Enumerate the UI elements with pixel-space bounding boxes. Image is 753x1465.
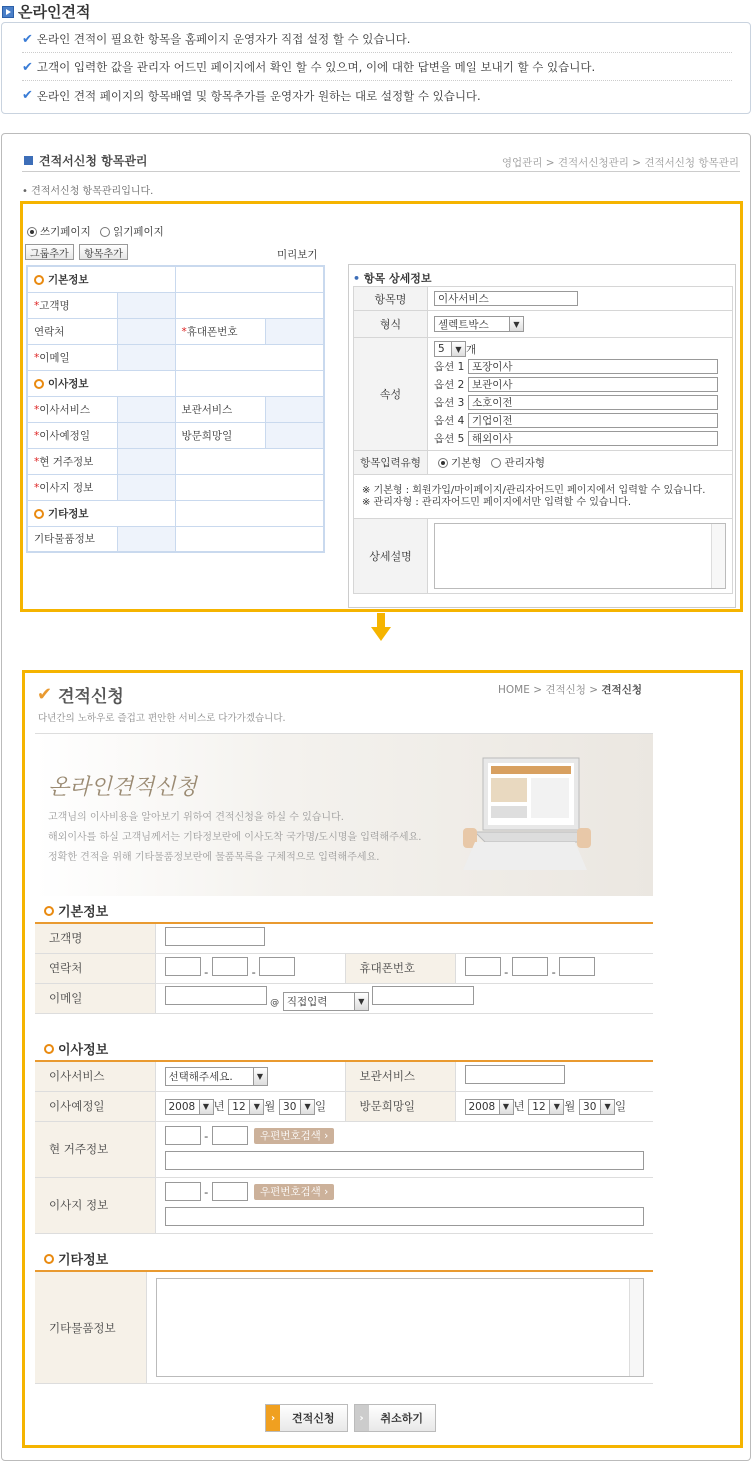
mobile-input-1[interactable] [465,957,501,976]
item-storage[interactable]: 보관서비스 [175,396,265,422]
group-basic[interactable]: 기본정보 [27,266,175,292]
move-month-select[interactable]: 12 ▼ [228,1099,264,1115]
etc-info-table [35,1270,653,1384]
chevron-right-icon: › [266,1405,280,1431]
admin-section-title: 견적서신청 항목관리 [24,152,148,169]
current-zip-2[interactable] [212,1126,248,1145]
option-row: 옵션 2 보관이사 [434,375,726,393]
storage-input[interactable] [465,1065,565,1084]
banner-title: 온라인견적신청 [48,775,197,800]
label-visit-date: 방문희망일 [345,1091,455,1121]
form-buttons [265,1404,436,1432]
table-row: 연락처 - - 휴대폰번호 - - [35,953,653,983]
label-type: 형식 [354,311,428,338]
scrollbar[interactable] [629,1279,643,1376]
basic-info-table [35,922,653,1014]
submit-button[interactable]: › 견적신청 [265,1404,348,1432]
table-row [27,422,324,448]
check-icon: ✔ [22,59,33,75]
table-row [35,1061,653,1091]
group-row [27,370,324,396]
table-row [35,923,653,953]
circle-bullet-icon [34,509,44,519]
detail-table [353,286,733,594]
option-input[interactable]: 보관이사 [468,377,718,392]
label-dest: 이사지 정보 [35,1177,155,1233]
intro-item: ✔ 온라인 견적이 필요한 항목을 홈페이지 운영자가 직접 설정 할 수 있습니다. [22,26,732,53]
option-input[interactable]: 소호이전 [468,395,718,410]
desc-textarea[interactable] [434,523,726,589]
mobile-input-3[interactable] [559,957,595,976]
table-row [27,318,324,344]
label-move-date: 이사예정일 [35,1091,155,1121]
item-mobile[interactable]: *휴대폰번호 [175,318,265,344]
mode-radios: 쓰기페이지 읽기페이지 [27,224,164,239]
intro-item: ✔ 고객이 입력한 값을 관리자 어드민 페이지에서 확인 할 수 있으며, 이에 대한 답변을 메일 보내기 할 수 있습니다. [22,54,732,81]
label-storage: 보관서비스 [345,1061,455,1091]
option-row: 옵션 4 기업이전 [434,411,726,429]
table-row [27,396,324,422]
intro-box [1,22,751,114]
circle-bullet-icon [44,1044,54,1054]
item-add-button[interactable]: 항목추가 [79,244,128,260]
table-row: 속성 5 ▼ 개 옵션 1 포장이사 옵션 2 보관이사 옵션 3 소호이전 옵션 4 기업이전 옵션 5 해외이사 [354,338,733,451]
table-row: 항목입력유형 기본형 관리자형 [354,451,733,475]
chevron-down-icon: ▼ [509,317,523,331]
label-email: 이메일 [35,983,155,1013]
type-select[interactable]: 셀렉트박스 ▼ [434,316,524,332]
item-contact[interactable]: 연락처 [27,318,117,344]
table-row [27,474,324,500]
count-select[interactable]: 5 ▼ [434,341,466,357]
detail-title: • 항목 상세정보 [353,272,432,285]
phone-input-2[interactable] [212,957,248,976]
group-etc[interactable]: 기타정보 [27,500,175,526]
chevron-down-icon: ▼ [354,993,368,1010]
zip-search-button[interactable]: 우편번호검색 › [254,1128,334,1144]
item-dest[interactable]: *이사지 정보 [27,474,117,500]
chevron-down-icon: ▼ [451,342,465,356]
group-move[interactable]: 이사정보 [27,370,175,396]
person-laptop-image [455,750,595,870]
table-row [27,292,324,318]
label-mobile: 휴대폰번호 [345,953,455,983]
banner-text: 고객님의 이사비용을 알아보기 위하여 견적신청을 하실 수 있습니다. [48,812,344,823]
section-icon [24,156,33,165]
option-input[interactable]: 기업이전 [468,413,718,428]
arrow-down-icon [371,613,391,643]
table-row [27,448,324,474]
intro-item: ✔ 온라인 견적 페이지의 항목배열 및 항목추가를 운영자가 원하는 대로 설정할 수 있습니다. [22,88,481,103]
option-row: 옵션 5 해외이사 [434,429,726,447]
name-input[interactable] [165,927,265,946]
label-current: 현 거주정보 [35,1121,155,1177]
label-name: 고객명 [35,923,155,953]
table-row [354,311,733,338]
move-info-table [35,1060,653,1234]
chevron-right-icon: › [355,1405,369,1431]
etc-textarea[interactable] [156,1278,644,1377]
option-row: 옵션 1 포장이사 [434,357,726,375]
visit-day-select[interactable]: 30 ▼ [579,1099,615,1115]
label-item-name: 항목명 [354,287,428,311]
email-domain-select[interactable]: 직접입력 ▼ [283,992,369,1011]
table-row: 이사예정일 2008 ▼ 년 12 ▼ 월 30 ▼ 일 방문희망일 2008 ▼ 년 12 ▼ 월 30 ▼ 일 [35,1091,653,1121]
service-select[interactable]: 선택해주세요. ▼ [165,1067,268,1086]
item-name-input[interactable]: 이사서비스 [434,291,578,306]
admin-desc: • 견적서신청 항목관리입니다. [22,186,154,197]
group-row [27,266,324,292]
label-desc: 상세설명 [354,519,428,594]
chevron-down-icon: ▼ [499,1100,513,1114]
item-visit-date[interactable]: 방문희망일 [175,422,265,448]
visit-year-select[interactable]: 2008 ▼ [465,1099,514,1115]
phone-input-1[interactable] [165,957,201,976]
visit-month-select[interactable]: 12 ▼ [528,1099,564,1115]
zip-search-button[interactable]: 우편번호검색 › [254,1184,334,1200]
email-id-input[interactable] [165,986,267,1005]
mobile-input-2[interactable] [512,957,548,976]
read-mode-radio[interactable] [100,227,110,237]
scrollbar[interactable] [711,524,725,588]
option-input[interactable]: 해외이사 [468,431,718,446]
table-row [27,344,324,370]
admin-breadcrumb: 영업관리 > 견적서신청관리 > 견적서신청 항목관리 [501,157,739,169]
current-zip-1[interactable] [165,1126,201,1145]
option-input[interactable]: 포장이사 [468,359,718,374]
item-service[interactable]: *이사서비스 [27,396,117,422]
move-year-select[interactable]: 2008 ▼ [165,1099,214,1115]
write-mode-radio[interactable] [27,227,37,237]
banner-text: 해외이사를 하실 고객님께서는 기타정보란에 이사도착 국가명/도시명을 입력해주세요. [48,832,422,843]
label-input-type: 항목입력유형 [354,451,428,475]
check-icon: ✔ [37,684,53,705]
table-row [354,475,733,519]
item-email[interactable]: *이메일 [27,344,117,370]
dest-address-input[interactable] [165,1207,644,1226]
table-row [354,287,733,311]
label-service: 이사서비스 [35,1061,155,1091]
preview-label: 미리보기 [277,249,318,261]
basic-section-head: 기본정보 [44,901,108,920]
label-contact: 연락처 [35,953,155,983]
form-breadcrumb: HOME > 견적신청 > 견적신청 [498,684,642,696]
move-section-head: 이사정보 [44,1039,108,1058]
circle-bullet-icon [34,379,44,389]
admin-buttons [25,244,128,260]
current-address-input[interactable] [165,1151,644,1170]
chevron-down-icon: ▼ [249,1100,263,1114]
item-current[interactable]: *현 거주정보 [27,448,117,474]
dest-zip-1[interactable] [165,1182,201,1201]
group-add-button[interactable]: 그룹추가 [25,244,74,260]
group-row [27,500,324,526]
table-row [354,519,733,594]
chevron-down-icon: ▼ [600,1100,614,1114]
table-row [35,1271,653,1384]
chevron-down-icon: ▼ [549,1100,563,1114]
table-row: 이메일 @ 직접입력 ▼ [35,983,653,1013]
circle-bullet-icon [44,906,54,916]
item-etc[interactable]: 기타물품정보 [27,526,117,552]
page-title: 온라인견적 [2,1,90,22]
circle-bullet-icon [44,1254,54,1264]
admin-type-radio[interactable] [491,458,501,468]
email-domain-input[interactable] [372,986,474,1005]
table-row: 이사지 정보 - 우편번호검색 › [35,1177,653,1233]
check-icon: ✔ [22,31,33,47]
circle-bullet-icon [34,275,44,285]
label-attr: 속성 [354,338,428,451]
basic-type-radio[interactable] [438,458,448,468]
label-etc: 기타물품정보 [35,1271,147,1384]
item-move-date[interactable]: *이사예정일 [27,422,117,448]
table-row [27,526,324,552]
option-row: 옵션 3 소호이전 [434,393,726,411]
check-icon: ✔ [22,88,33,103]
type-notes: ※ 기본형 : 회원가입/마이페이지/관리자어드민 페이지에서 입력할 수 있습니다. ※ 관리자형 : 관리자어드민 페이지에서만 입력할 수 있습니다. [354,475,733,519]
dest-zip-2[interactable] [212,1182,248,1201]
etc-section-head: 기타정보 [44,1249,108,1268]
table-row: 현 거주정보 - 우편번호검색 › [35,1121,653,1177]
divider [22,171,740,172]
chevron-down-icon: ▼ [199,1100,213,1114]
form-subdesc: 다년간의 노하우로 즐겁고 편안한 서비스로 다가가겠습니다. [38,713,286,724]
title-icon [2,6,14,18]
cancel-button[interactable]: › 취소하기 [354,1404,437,1432]
form-title: ✔ 견적신청 [37,684,124,707]
chevron-down-icon: ▼ [253,1068,267,1085]
banner-text: 정확한 견적을 위해 기타물품정보란에 물품목록을 구체적으로 입력해주세요. [48,852,380,863]
move-day-select[interactable]: 30 ▼ [279,1099,315,1115]
item-layout-table [26,265,325,553]
item-name[interactable]: *고객명 [27,292,117,318]
chevron-down-icon: ▼ [300,1100,314,1114]
phone-input-3[interactable] [259,957,295,976]
